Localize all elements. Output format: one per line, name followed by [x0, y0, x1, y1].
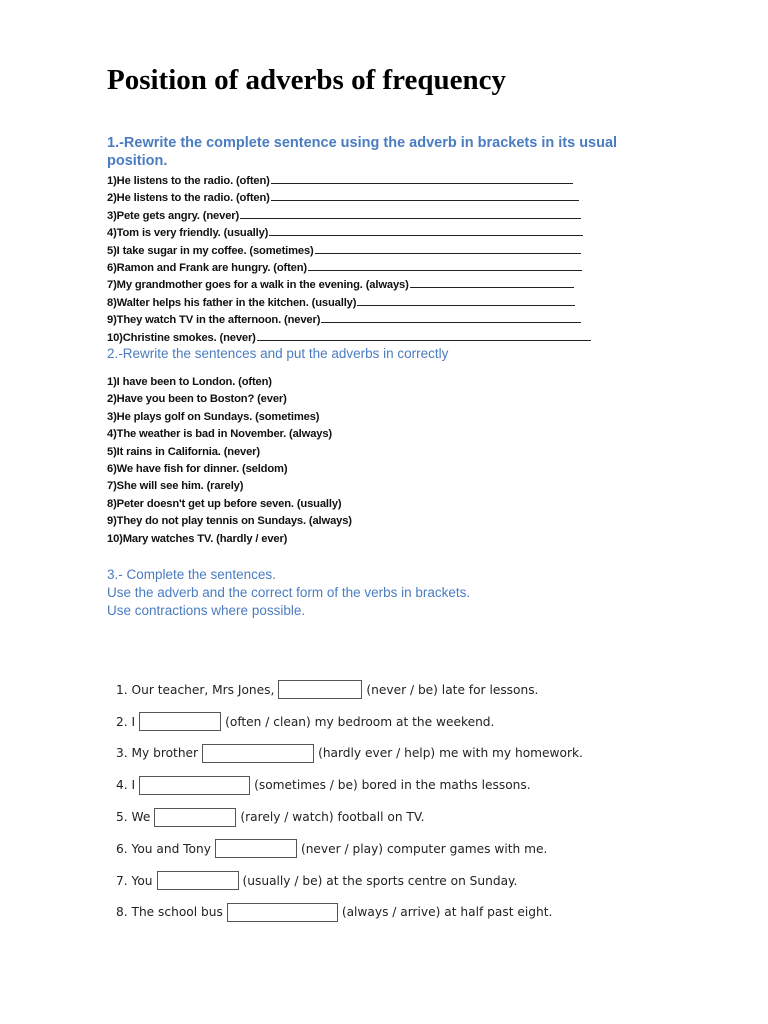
- answer-box[interactable]: [202, 744, 314, 763]
- sentence-start: 1. Our teacher, Mrs Jones,: [116, 682, 275, 697]
- sentence-end: (never / play) computer games with me.: [300, 841, 548, 856]
- sentence-text: 6)Ramon and Frank are hungry. (often): [107, 261, 307, 274]
- sentence-text: 8)Walter helps his father in the kitchen. (usually): [107, 296, 357, 309]
- answer-line[interactable]: [410, 276, 574, 288]
- list-item: [107, 294, 591, 311]
- list-item: 2)Have you been to Boston? (ever): [107, 393, 287, 406]
- answer-box[interactable]: [154, 808, 236, 827]
- list-item: [107, 276, 591, 293]
- sentence-start: 4. I: [116, 778, 136, 793]
- exercise-row: [116, 865, 583, 897]
- sentence-start: 8. The school bus: [116, 905, 223, 920]
- sentence-text: 3)Pete gets angry. (never): [107, 209, 240, 222]
- list-item: 3)He plays golf on Sundays. (sometimes): [107, 410, 320, 423]
- sentence-end: (always / arrive) at half past eight.: [341, 905, 553, 920]
- list-item: [107, 329, 591, 346]
- list-item: [107, 207, 591, 224]
- exercise-row: [116, 738, 583, 770]
- list-item: 6)We have fish for dinner. (seldom): [107, 462, 288, 475]
- section1-heading: 1.-Rewrite the complete sentence using the adverb in brackets in its usual position.: [107, 135, 618, 169]
- section3-heading: [107, 566, 470, 620]
- list-item: 7)She will see him. (rarely): [107, 480, 244, 493]
- sentence-end: (sometimes / be) bored in the maths lessons.: [254, 778, 531, 793]
- answer-line[interactable]: [321, 311, 581, 323]
- list-item: [107, 311, 591, 328]
- exercise-row: [116, 674, 583, 706]
- answer-box[interactable]: [157, 871, 239, 890]
- sentence-start: 5. We: [116, 810, 151, 825]
- answer-line[interactable]: [269, 224, 583, 236]
- exercise-row: [116, 769, 583, 801]
- page-title: Position of adverbs of frequency: [107, 64, 507, 96]
- section3-heading-line: Use contractions where possible.: [107, 603, 306, 618]
- answer-box[interactable]: [227, 903, 338, 922]
- sentence-text: 4)Tom is very friendly. (usually): [107, 227, 269, 240]
- answer-line[interactable]: [271, 189, 579, 201]
- exercise-row: [116, 801, 583, 833]
- list-item: [107, 242, 591, 259]
- list-item: 1)I have been to London. (often): [107, 376, 272, 388]
- sentence-text: 10)Christine smokes. (never): [107, 331, 256, 344]
- list-item: 10)Mary watches TV. (hardly / ever): [107, 532, 288, 545]
- answer-box[interactable]: [139, 776, 250, 795]
- answer-line[interactable]: [315, 242, 581, 254]
- section1-list: [107, 172, 591, 346]
- list-item: [107, 259, 591, 276]
- sentence-text: 5)I take sugar in my coffee. (sometimes): [107, 244, 314, 257]
- sentence-start: 7. You: [116, 873, 153, 888]
- sentence-start: 2. I: [116, 714, 136, 729]
- section3-heading-line: Use the adverb and the correct form of the verbs in brackets.: [107, 585, 471, 600]
- answer-line[interactable]: [257, 329, 591, 341]
- sentence-text: 9)They watch TV in the afternoon. (never): [107, 314, 321, 327]
- sentence-text: 2)He listens to the radio. (often): [107, 192, 270, 205]
- exercise-row: [116, 897, 583, 929]
- sentence-end: (never / be) late for lessons.: [366, 682, 539, 697]
- exercise-row: [116, 833, 583, 865]
- answer-line[interactable]: [271, 172, 573, 184]
- list-item: 4)The weather is bad in November. (always): [107, 428, 332, 441]
- sentence-start: 3. My brother: [116, 746, 199, 761]
- sentence-text: 1)He listens to the radio. (often): [107, 175, 270, 187]
- sentence-start: 6. You and Tony: [116, 841, 211, 856]
- sentence-end: (hardly ever / help) me with my homework.: [318, 746, 583, 761]
- list-item: [107, 172, 591, 189]
- exercise-row: [116, 706, 583, 738]
- answer-box[interactable]: [278, 680, 362, 699]
- answer-box[interactable]: [139, 712, 221, 731]
- answer-box[interactable]: [215, 839, 297, 858]
- sentence-end: (often / clean) my bedroom at the weekend.: [225, 714, 495, 729]
- gap-fill-exercise: [116, 674, 583, 928]
- list-item: 5)It rains in California. (never): [107, 445, 260, 458]
- list-item: 8)Peter doesn't get up before seven. (usually): [107, 497, 342, 510]
- sentence-text: 7)My grandmother goes for a walk in the evening. (always): [107, 279, 409, 292]
- section3-heading-line: 3.- Complete the sentences.: [107, 567, 276, 582]
- list-item: [107, 224, 591, 241]
- list-item: 9)They do not play tennis on Sundays. (always): [107, 515, 352, 528]
- sentence-end: (usually / be) at the sports centre on Sunday.: [242, 873, 518, 888]
- answer-line[interactable]: [240, 207, 581, 219]
- list-item: [107, 189, 591, 206]
- section2-list: [107, 374, 352, 548]
- section2-heading: 2.-Rewrite the sentences and put the adverbs in correctly: [107, 346, 449, 361]
- answer-line[interactable]: [357, 294, 575, 306]
- answer-line[interactable]: [308, 259, 582, 271]
- sentence-end: (rarely / watch) football on TV.: [240, 810, 425, 825]
